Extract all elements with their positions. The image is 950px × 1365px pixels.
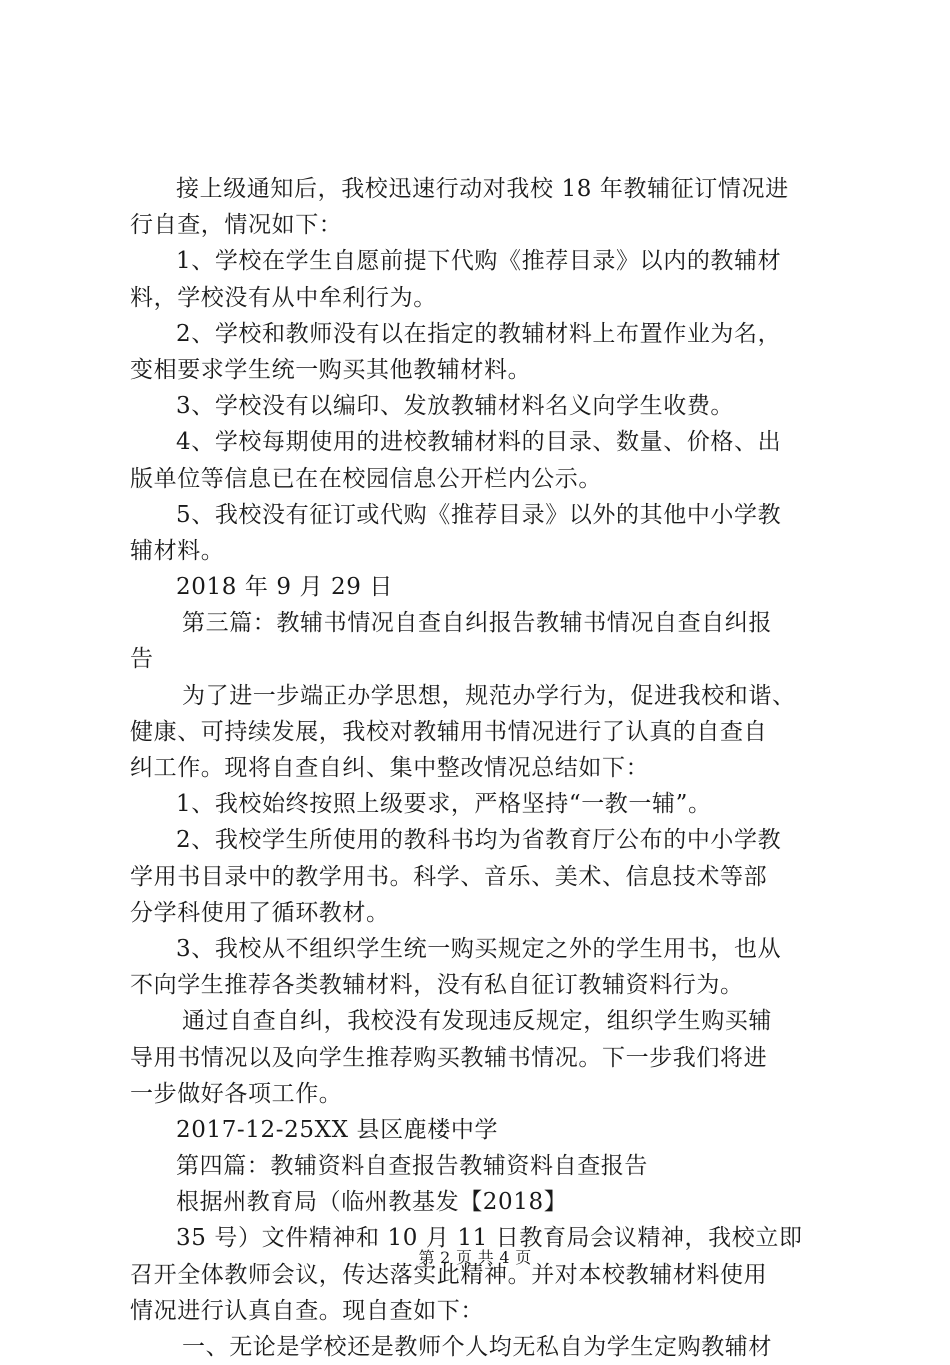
section-heading: 告: [130, 646, 154, 673]
paragraph-line: 行自查，情况如下：: [130, 212, 343, 239]
paragraph-line: 学用书目录中的教学用书。科学、音乐、美术、信息技术等部: [130, 863, 768, 890]
paragraph-line: 健康、可持续发展，我校对教辅用书情况进行了认真的自查自: [130, 718, 768, 745]
paragraph-line: 2、我校学生所使用的教科书均为省教育厅公布的中小学教: [176, 827, 782, 854]
paragraph-line: 通过自查自纠，我校没有发现违反规定，组织学生购买辅: [182, 1008, 772, 1035]
paragraph-line: 5、我校没有征订或代购《推荐目录》以外的其他中小学教: [176, 501, 782, 528]
paragraph-line: 3、学校没有以编印、发放教辅材料名义向学生收费。: [176, 393, 735, 420]
paragraph-line: 根据州教育局（临州教基发【2018】: [176, 1189, 568, 1216]
paragraph-line: 3、我校从不组织学生统一购买规定之外的学生用书，也从: [176, 935, 782, 962]
date-line: 2018 年 9 月 29 日: [176, 574, 393, 601]
paragraph-line: 一步做好各项工作。: [130, 1080, 343, 1107]
paragraph-line: 分学科使用了循环教材。: [130, 899, 390, 926]
paragraph-line: 料，学校没有从中牟利行为。: [130, 284, 437, 311]
page-footer: 第 2 页 共 4 页: [418, 1248, 532, 1267]
paragraph-line: 纠工作。现将自查自纠、集中整改情况总结如下：: [130, 755, 650, 781]
paragraph-line: 导用书情况以及向学生推荐购买教辅书情况。下一步我们将进: [130, 1044, 768, 1071]
paragraph-line: 35 号）文件精神和 10 月 11 日教育局会议精神，我校立即: [176, 1225, 803, 1252]
paragraph-line: 接上级通知后，我校迅速行动对我校 18 年教辅征订情况进: [176, 176, 789, 202]
section-heading: 第三篇：教辅书情况自查自纠报告教辅书情况自查自纠报: [182, 610, 772, 637]
document-body: [130, 171, 840, 1365]
paragraph-line: 一、无论是学校还是教师个人均无私自为学生定购教辅材: [182, 1334, 772, 1360]
paragraph-line: 不向学生推荐各类教辅材料，没有私自征订教辅资料行为。: [130, 972, 744, 999]
paragraph-line: 为了进一步端正办学思想，规范办学行为，促进我校和谐、: [182, 682, 796, 709]
signature-line: 2017-12-25XX 县区鹿楼中学: [176, 1116, 499, 1143]
paragraph-line: 4、学校每期使用的进校教辅材料的目录、数量、价格、出: [176, 429, 782, 456]
paragraph-line: 变相要求学生统一购买其他教辅材料。: [130, 356, 532, 383]
paragraph-line: 1、我校始终按照上级要求，严格坚持“一教一辅”。: [176, 791, 712, 818]
paragraph-line: 辅材料。: [130, 537, 225, 564]
paragraph-line: 版单位等信息已在在校园信息公开栏内公示。: [130, 465, 602, 492]
paragraph-line: 召开全体教师会议，传达落实此精神。并对本校教辅材料使用: [130, 1261, 768, 1288]
paragraph-line: 情况进行认真自查。现自查如下：: [130, 1297, 484, 1324]
section-heading: 第四篇：教辅资料自查报告教辅资料自查报告: [176, 1153, 648, 1180]
paragraph-line: 2、学校和教师没有以在指定的教辅材料上布置作业为名，: [176, 320, 782, 347]
paragraph-line: 1、学校在学生自愿前提下代购《推荐目录》以内的教辅材: [176, 248, 782, 275]
